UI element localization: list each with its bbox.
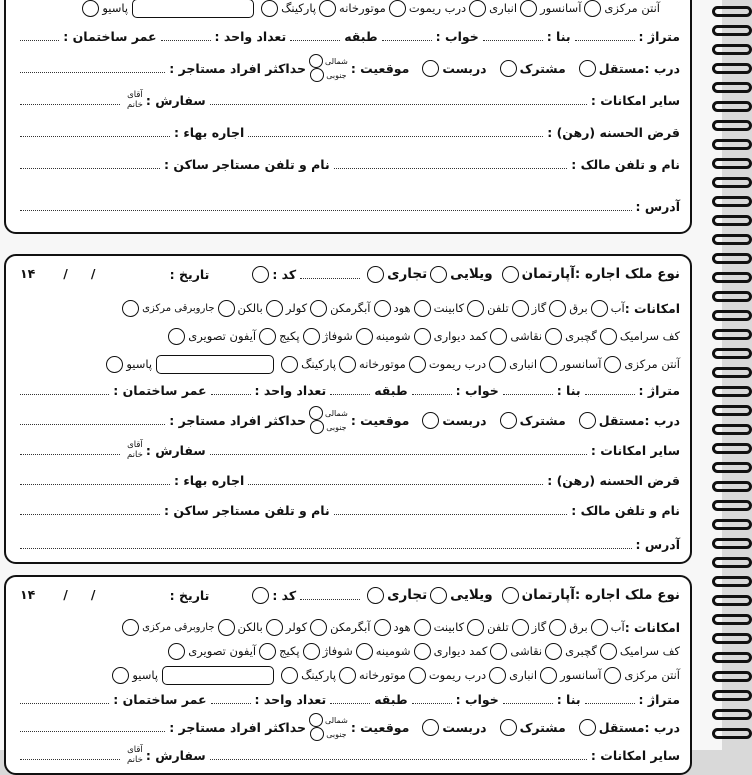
spiral-coil bbox=[712, 386, 752, 397]
ceramic-floor-label: کف سرامیک bbox=[619, 644, 680, 658]
commercial-label: تجاری bbox=[387, 587, 428, 603]
max-tenants-label: حداکثر افراد مستاجر : bbox=[169, 719, 306, 735]
facilities-label: امکانات : bbox=[624, 300, 680, 316]
spiral-coil bbox=[712, 709, 752, 720]
area-row bbox=[16, 378, 680, 402]
phone-label: تلفن bbox=[487, 301, 509, 315]
water-label: آب bbox=[610, 301, 625, 315]
phone-checkbox[interactable] bbox=[467, 619, 484, 636]
position-options bbox=[309, 713, 348, 741]
position-label: موقعیت : bbox=[350, 60, 410, 76]
spiral-coil bbox=[712, 728, 752, 739]
dar-bast-label: دربست bbox=[442, 719, 487, 735]
door-row bbox=[16, 408, 680, 432]
storage-label: انباری bbox=[509, 668, 538, 682]
facilities-row-1 bbox=[16, 615, 680, 639]
patio-label: پاسیو bbox=[126, 357, 153, 371]
spiral-coil bbox=[712, 158, 752, 169]
spiral-coil bbox=[712, 82, 752, 93]
south-checkbox[interactable] bbox=[310, 727, 324, 741]
storage-checkbox[interactable] bbox=[469, 0, 486, 17]
wall-closet-checkbox[interactable] bbox=[414, 328, 431, 345]
south-checkbox[interactable] bbox=[310, 68, 324, 82]
apartment-checkbox[interactable] bbox=[502, 266, 519, 283]
facilities-row-1 bbox=[16, 296, 680, 320]
property-type-label: نوع ملک اجاره : bbox=[574, 266, 680, 282]
central-heating-checkbox[interactable] bbox=[122, 619, 139, 636]
area-label: متراژ : bbox=[638, 691, 680, 707]
electric-label: برق bbox=[569, 301, 588, 315]
spiral-coil bbox=[712, 25, 752, 36]
bedroom-label: خواب : bbox=[455, 691, 499, 707]
area-label: متراژ : bbox=[638, 28, 680, 44]
central-heating-label: جاروبرقی مرکزی bbox=[142, 302, 215, 314]
spiral-coil bbox=[712, 310, 752, 321]
code-checkbox[interactable] bbox=[252, 266, 269, 283]
other-row bbox=[16, 88, 680, 112]
spiral-coil bbox=[712, 652, 752, 663]
separate-checkbox[interactable] bbox=[579, 412, 596, 429]
type-row bbox=[16, 583, 680, 607]
central-antenna-label: آنتن مرکزی bbox=[624, 357, 680, 371]
floor-label: طبقه bbox=[344, 28, 378, 44]
separate-label: مستقل bbox=[598, 719, 645, 735]
rental-form-3 bbox=[4, 575, 692, 775]
cabinet-checkbox[interactable] bbox=[414, 619, 431, 636]
rental-form-2 bbox=[4, 254, 692, 564]
villa-label: ویلایی bbox=[450, 266, 493, 282]
spiral-coil bbox=[712, 614, 752, 625]
type-row bbox=[16, 262, 680, 286]
storage-checkbox[interactable] bbox=[489, 356, 506, 373]
code-label: کد : bbox=[272, 587, 297, 603]
parking-label: پارکینگ bbox=[281, 1, 317, 15]
water-heater-label: آبگرمکن bbox=[330, 620, 371, 634]
water-heater-label: آبگرمکن bbox=[330, 301, 371, 315]
iphone-label: آیفون تصویری bbox=[188, 644, 257, 658]
dar-bast-checkbox[interactable] bbox=[422, 719, 439, 736]
shofaj-label: شوفاژ bbox=[322, 644, 353, 658]
painting-checkbox[interactable] bbox=[490, 643, 507, 660]
painting-label: نقاشی bbox=[510, 329, 543, 343]
position-label: موقعیت : bbox=[350, 719, 410, 735]
door-row bbox=[16, 56, 680, 80]
apartment-checkbox[interactable] bbox=[502, 587, 519, 604]
separate-label: مستقل bbox=[598, 60, 645, 76]
other-facilities-label: سایر امکانات : bbox=[590, 747, 680, 763]
facilities-row-3 bbox=[16, 0, 680, 20]
deposit-label: قرض الحسنه (رهن) : bbox=[547, 472, 680, 488]
engine-room-label: موتورخانه bbox=[359, 668, 406, 682]
max-tenants-label: حداکثر افراد مستاجر : bbox=[169, 60, 306, 76]
spiral-coil bbox=[712, 234, 752, 245]
separate-label: مستقل bbox=[598, 412, 645, 428]
balcony-label: بالکن bbox=[237, 301, 263, 315]
area-row bbox=[16, 24, 680, 48]
engine-room-label: موتورخانه bbox=[339, 1, 386, 15]
code-checkbox[interactable] bbox=[252, 587, 269, 604]
date-field[interactable]: ۱۴ / / bbox=[20, 587, 96, 602]
spiral-coil bbox=[712, 6, 752, 17]
central-heating-checkbox[interactable] bbox=[122, 300, 139, 317]
elevator-label: آسانسور bbox=[540, 1, 582, 15]
central-antenna-label: آنتن مرکزی bbox=[604, 1, 660, 15]
shared-label: مشترک bbox=[519, 60, 566, 76]
storage-label: انباری bbox=[489, 1, 518, 15]
deposit-label: قرض الحسنه (رهن) : bbox=[547, 124, 680, 140]
spiral-coil bbox=[712, 196, 752, 207]
spiral-coil bbox=[712, 215, 752, 226]
spiral-coil bbox=[712, 633, 752, 644]
order-label: سفارش : bbox=[145, 442, 206, 458]
gas-label: گاز bbox=[531, 620, 547, 634]
iphone-checkbox[interactable] bbox=[168, 643, 185, 660]
order-label: سفارش : bbox=[145, 92, 206, 108]
wall-closet-label: کمد دیواری bbox=[433, 644, 488, 658]
hood-label: هود bbox=[393, 301, 411, 315]
dar-bast-label: دربست bbox=[442, 60, 487, 76]
cooler-label: کولر bbox=[285, 620, 308, 634]
spiral-coil bbox=[712, 253, 752, 264]
spiral-coil bbox=[712, 424, 752, 435]
spiral-coil bbox=[712, 462, 752, 473]
remote-door-checkbox[interactable] bbox=[389, 0, 406, 17]
iphone-checkbox[interactable] bbox=[168, 328, 185, 345]
owner-row bbox=[16, 498, 680, 522]
facilities-row-2 bbox=[16, 639, 680, 663]
elevator-label: آسانسور bbox=[560, 357, 602, 371]
spiral-coil bbox=[712, 576, 752, 587]
remote-door-label: درب ریموت bbox=[428, 357, 487, 371]
rental-form-1 bbox=[4, 0, 692, 234]
other-facilities-label: سایر امکانات : bbox=[590, 442, 680, 458]
door-label: درب : bbox=[644, 719, 680, 735]
north-label: شمالی bbox=[324, 56, 348, 66]
spiral-coil bbox=[712, 101, 752, 112]
commercial-checkbox[interactable] bbox=[367, 266, 384, 283]
storage-checkbox[interactable] bbox=[489, 667, 506, 684]
parking-label: پارکینگ bbox=[301, 668, 337, 682]
phone-checkbox[interactable] bbox=[467, 300, 484, 317]
spiral-coil bbox=[712, 500, 752, 511]
patio-checkbox[interactable] bbox=[82, 0, 99, 17]
package-checkbox[interactable] bbox=[259, 643, 276, 660]
spiral-coil bbox=[712, 595, 752, 606]
dar-bast-checkbox[interactable] bbox=[422, 412, 439, 429]
built-label: بنا : bbox=[556, 691, 581, 707]
central-antenna-checkbox[interactable] bbox=[604, 667, 621, 684]
shofaj-checkbox[interactable] bbox=[303, 643, 320, 660]
villa-checkbox[interactable] bbox=[430, 587, 447, 604]
villa-label: ویلایی bbox=[450, 587, 493, 603]
engine-room-checkbox[interactable] bbox=[339, 667, 356, 684]
ceramic-floor-checkbox[interactable] bbox=[600, 643, 617, 660]
patio-label: پاسیو bbox=[132, 668, 159, 682]
apartment-label: آپارتمان bbox=[521, 266, 575, 282]
central-antenna-label: آنتن مرکزی bbox=[624, 668, 680, 682]
mr-mrs: آقای خانم bbox=[127, 440, 143, 460]
engine-room-checkbox[interactable] bbox=[319, 0, 336, 17]
spiral-coil bbox=[712, 139, 752, 150]
spiral-coil bbox=[712, 272, 752, 283]
elevator-checkbox[interactable] bbox=[540, 356, 557, 373]
spiral-coil bbox=[712, 405, 752, 416]
spiral-coil bbox=[712, 177, 752, 188]
ceramic-floor-label: کف سرامیک bbox=[619, 329, 680, 343]
plaster-checkbox[interactable] bbox=[545, 328, 562, 345]
spiral-coil bbox=[712, 329, 752, 340]
address-row bbox=[16, 194, 680, 218]
spiral-coil bbox=[712, 348, 752, 359]
position-options bbox=[309, 406, 348, 434]
separate-checkbox[interactable] bbox=[579, 60, 596, 77]
iphone-label: آیفون تصویری bbox=[188, 329, 257, 343]
central-heating-label: جاروبرقی مرکزی bbox=[142, 621, 215, 633]
shared-label: مشترک bbox=[519, 412, 566, 428]
engine-room-checkbox[interactable] bbox=[339, 356, 356, 373]
south-label: جنوبی bbox=[326, 729, 347, 739]
plaster-label: گچبری bbox=[565, 644, 597, 658]
parking-checkbox[interactable] bbox=[281, 356, 298, 373]
spiral-coil bbox=[712, 481, 752, 492]
shofaj-checkbox[interactable] bbox=[303, 328, 320, 345]
package-checkbox[interactable] bbox=[259, 328, 276, 345]
facilities-label: امکانات : bbox=[624, 619, 680, 635]
water-label: آب bbox=[610, 620, 625, 634]
units-label: تعداد واحد : bbox=[254, 691, 327, 707]
area-row bbox=[16, 687, 680, 711]
package-label: پکیج bbox=[279, 644, 300, 658]
cooler-label: کولر bbox=[285, 301, 308, 315]
deposit-row bbox=[16, 468, 680, 492]
dar-bast-label: دربست bbox=[442, 412, 487, 428]
remote-door-checkbox[interactable] bbox=[409, 667, 426, 684]
plaster-label: گچبری bbox=[565, 329, 597, 343]
parking-extra-box[interactable] bbox=[156, 355, 274, 374]
date-label: تاریخ : bbox=[169, 587, 210, 603]
parking-extra-box[interactable] bbox=[132, 0, 254, 18]
painting-label: نقاشی bbox=[510, 644, 543, 658]
shomineh-checkbox[interactable] bbox=[356, 643, 373, 660]
other-row bbox=[16, 743, 680, 767]
patio-label: پاسیو bbox=[102, 1, 129, 15]
elevator-checkbox[interactable] bbox=[540, 667, 557, 684]
dar-bast-checkbox[interactable] bbox=[422, 60, 439, 77]
electric-label: برق bbox=[569, 620, 588, 634]
facilities-row-3 bbox=[16, 663, 680, 687]
date-label: تاریخ : bbox=[169, 266, 210, 282]
electric-checkbox[interactable] bbox=[549, 300, 566, 317]
spiral-coil bbox=[712, 63, 752, 74]
cabinet-checkbox[interactable] bbox=[414, 300, 431, 317]
spiral-coil bbox=[712, 519, 752, 530]
central-antenna-checkbox[interactable] bbox=[604, 356, 621, 373]
gas-checkbox[interactable] bbox=[512, 300, 529, 317]
units-label: تعداد واحد : bbox=[254, 382, 327, 398]
balcony-checkbox[interactable] bbox=[218, 619, 235, 636]
address-label: آدرس : bbox=[635, 198, 680, 214]
ceramic-floor-checkbox[interactable] bbox=[600, 328, 617, 345]
apartment-label: آپارتمان bbox=[521, 587, 575, 603]
spiral-coil bbox=[712, 557, 752, 568]
gas-checkbox[interactable] bbox=[512, 619, 529, 636]
bedroom-label: خواب : bbox=[455, 382, 499, 398]
commercial-checkbox[interactable] bbox=[367, 587, 384, 604]
parking-label: پارکینگ bbox=[301, 357, 337, 371]
storage-label: انباری bbox=[509, 357, 538, 371]
electric-checkbox[interactable] bbox=[549, 619, 566, 636]
bedroom-label: خواب : bbox=[435, 28, 479, 44]
date-field[interactable]: ۱۴ / / bbox=[20, 266, 96, 281]
door-label: درب : bbox=[644, 60, 680, 76]
facilities-row-2 bbox=[16, 324, 680, 348]
villa-checkbox[interactable] bbox=[430, 266, 447, 283]
gas-label: گاز bbox=[531, 301, 547, 315]
wall-closet-label: کمد دیواری bbox=[433, 329, 488, 343]
hood-checkbox[interactable] bbox=[374, 619, 391, 636]
south-label: جنوبی bbox=[326, 70, 347, 80]
other-row bbox=[16, 438, 680, 462]
parking-checkbox[interactable] bbox=[281, 667, 298, 684]
cabinet-label: کابینت bbox=[433, 301, 465, 315]
hood-label: هود bbox=[393, 620, 411, 634]
south-label: جنوبی bbox=[326, 422, 347, 432]
address-row bbox=[16, 532, 680, 556]
phone-label: تلفن bbox=[487, 620, 509, 634]
spiral-coil bbox=[712, 44, 752, 55]
shomineh-label: شومینه bbox=[375, 329, 411, 343]
spiral-coil bbox=[712, 671, 752, 682]
hood-checkbox[interactable] bbox=[374, 300, 391, 317]
rent-label: اجاره بهاء : bbox=[174, 472, 245, 488]
deposit-row bbox=[16, 120, 680, 144]
code-label: کد : bbox=[272, 266, 297, 282]
facilities-row-3 bbox=[16, 352, 680, 376]
shomineh-label: شومینه bbox=[375, 644, 411, 658]
door-row bbox=[16, 715, 680, 739]
water-heater-checkbox[interactable] bbox=[310, 300, 327, 317]
tenant-label: نام و تلفن مستاجر ساکن : bbox=[164, 502, 330, 518]
built-label: بنا : bbox=[546, 28, 571, 44]
spiral-coil bbox=[712, 538, 752, 549]
shared-label: مشترک bbox=[519, 719, 566, 735]
spiral-binding bbox=[708, 0, 750, 750]
elevator-checkbox[interactable] bbox=[520, 0, 537, 17]
north-label: شمالی bbox=[324, 408, 348, 418]
painting-checkbox[interactable] bbox=[490, 328, 507, 345]
position-options bbox=[309, 54, 348, 82]
cooler-checkbox[interactable] bbox=[266, 300, 283, 317]
building-age-label: عمر ساختمان : bbox=[113, 382, 207, 398]
door-label: درب : bbox=[644, 412, 680, 428]
separate-checkbox[interactable] bbox=[579, 719, 596, 736]
balcony-label: بالکن bbox=[237, 620, 263, 634]
cabinet-label: کابینت bbox=[433, 620, 465, 634]
area-label: متراژ : bbox=[638, 382, 680, 398]
rent-label: اجاره بهاء : bbox=[174, 124, 245, 140]
owner-label: نام و تلفن مالک : bbox=[571, 156, 680, 172]
floor-label: طبقه bbox=[374, 382, 408, 398]
owner-label: نام و تلفن مالک : bbox=[571, 502, 680, 518]
central-antenna-checkbox[interactable] bbox=[584, 0, 601, 17]
floor-label: طبقه bbox=[374, 691, 408, 707]
patio-checkbox[interactable] bbox=[106, 356, 123, 373]
elevator-label: آسانسور bbox=[560, 668, 602, 682]
max-tenants-label: حداکثر افراد مستاجر : bbox=[169, 412, 306, 428]
remote-door-checkbox[interactable] bbox=[409, 356, 426, 373]
spiral-coil bbox=[712, 443, 752, 454]
water-checkbox[interactable] bbox=[591, 300, 608, 317]
cooler-checkbox[interactable] bbox=[266, 619, 283, 636]
package-label: پکیج bbox=[279, 329, 300, 343]
north-checkbox[interactable] bbox=[309, 406, 323, 420]
water-heater-checkbox[interactable] bbox=[310, 619, 327, 636]
building-age-label: عمر ساختمان : bbox=[113, 691, 207, 707]
tenant-label: نام و تلفن مستاجر ساکن : bbox=[164, 156, 330, 172]
building-age-label: عمر ساختمان : bbox=[63, 28, 157, 44]
patio-checkbox[interactable] bbox=[112, 667, 129, 684]
south-checkbox[interactable] bbox=[310, 420, 324, 434]
order-label: سفارش : bbox=[145, 747, 206, 763]
address-label: آدرس : bbox=[635, 536, 680, 552]
owner-row bbox=[16, 152, 680, 176]
spiral-coil bbox=[712, 367, 752, 378]
north-label: شمالی bbox=[324, 715, 348, 725]
commercial-label: تجاری bbox=[387, 266, 428, 282]
parking-extra-box[interactable] bbox=[162, 666, 274, 685]
plaster-checkbox[interactable] bbox=[545, 643, 562, 660]
balcony-checkbox[interactable] bbox=[218, 300, 235, 317]
mr-mrs: آقای خانم bbox=[127, 745, 143, 765]
spiral-coil bbox=[712, 120, 752, 131]
remote-door-label: درب ریموت bbox=[408, 1, 467, 15]
shared-checkbox[interactable] bbox=[500, 412, 517, 429]
spiral-coil bbox=[712, 291, 752, 302]
north-checkbox[interactable] bbox=[309, 54, 323, 68]
shared-checkbox[interactable] bbox=[500, 60, 517, 77]
other-facilities-label: سایر امکانات : bbox=[590, 92, 680, 108]
water-checkbox[interactable] bbox=[591, 619, 608, 636]
property-type-label: نوع ملک اجاره : bbox=[574, 587, 680, 603]
engine-room-label: موتورخانه bbox=[359, 357, 406, 371]
spiral-coil bbox=[712, 690, 752, 701]
remote-door-label: درب ریموت bbox=[428, 668, 487, 682]
wall-closet-checkbox[interactable] bbox=[414, 643, 431, 660]
built-label: بنا : bbox=[556, 382, 581, 398]
units-label: تعداد واحد : bbox=[214, 28, 287, 44]
position-label: موقعیت : bbox=[350, 412, 410, 428]
shared-checkbox[interactable] bbox=[500, 719, 517, 736]
mr-mrs: آقای خانم bbox=[127, 90, 143, 110]
shomineh-checkbox[interactable] bbox=[356, 328, 373, 345]
shofaj-label: شوفاژ bbox=[322, 329, 353, 343]
north-checkbox[interactable] bbox=[309, 713, 323, 727]
parking-checkbox[interactable] bbox=[261, 0, 278, 17]
